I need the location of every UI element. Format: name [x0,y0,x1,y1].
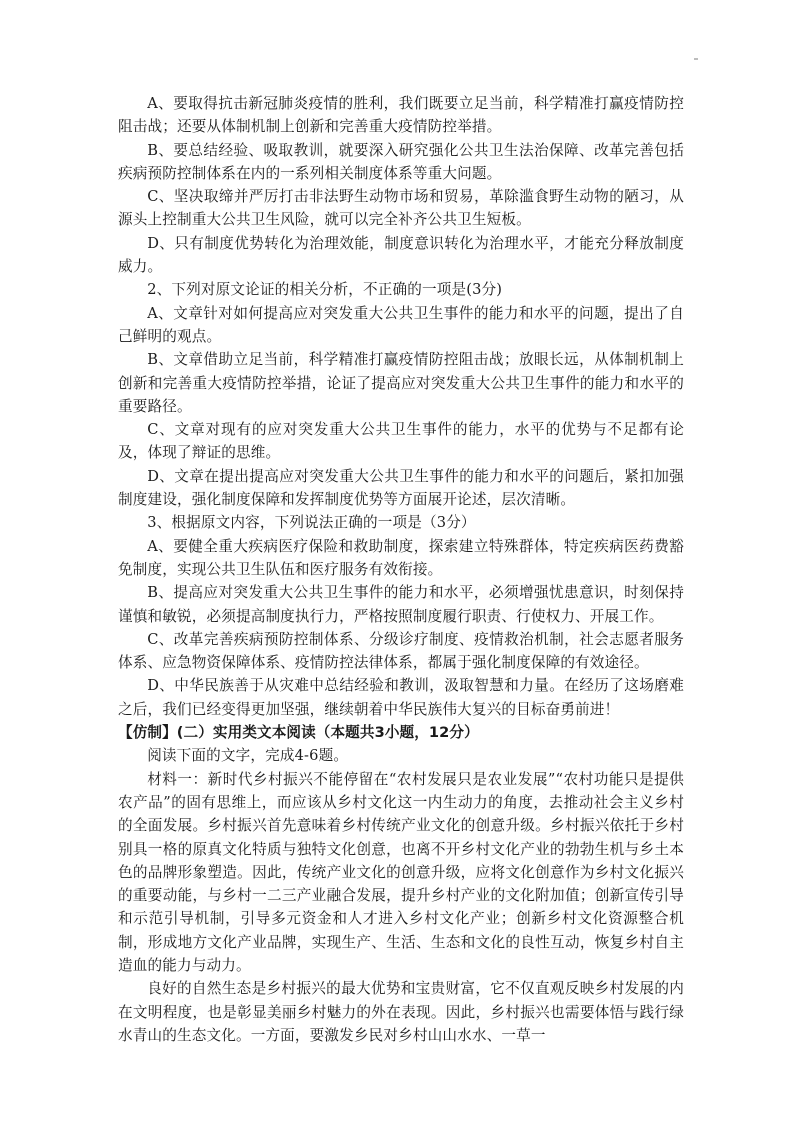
q3-option-a: A、要健全重大疾病医疗保险和救助制度，探索建立特殊群体，特定疾病医药费豁免制度，实现公共卫生队伍和医疗服务有效衔接。 [118,537,684,578]
q2-option-c: C、文章对现有的应对突发重大公共卫生事件的能力，水平的优势与不足都有论及，体现了辩证的思维。 [118,421,684,462]
material-paragraph: 材料一：新时代乡村振兴不能停留在“农村发展只是农业发展”“农村功能只是提供农产品”的固有思维上，而应该从乡村文化这一内生动力的角度，去推动社会主义乡村的全面发展。乡村振兴首先意味着乡村传统产业文化的创意升级。乡村振兴依托于乡村别具一格的原真文化特质与独特文化创意，也离不开乡村文化产业的勃勃生机与乡土本色的品牌形象塑造。因此，传统产业文化的创意升级，应将文化创意作为乡村文化振兴的重要动能，与乡村一二三产业融合发展，提升乡村产业的文化附加值；创新宣传引导和示范引导机制，引导多元资金和人才进入乡村文化产业；创新乡村文化资源整合机制，形成地方文化产业品牌，实现生产、生活、生态和文化的良性互动，恢复乡村自主造血的能力与动力。 [118,770,684,974]
q1-option-c: C、坚决取缔并严厉打击非法野生动物市场和贸易，革除滥食野生动物的陋习，从源头上控制重大公共卫生风险，就可以完全补齐公共卫生短板。 [118,188,684,229]
q3-option-c: C、改革完善疾病预防控制体系、分级诊疗制度、疫情救治机制，社会志愿者服务体系、应急物资保障体系、疫情防控法律体系，都属于强化制度保障的有效途径。 [118,630,684,672]
q1-option-b: B、要总结经验、吸取教训，就要深入研究强化公共卫生法治保障、改革完善包括疾病预防控制体系在内的一系列相关制度体系等重大问题。 [118,141,684,182]
q3-option-d: D、中华民族善于从灾难中总结经验和教训，汲取智慧和力量。在经历了这场磨难之后，我们已经变得更加坚强，继续朝着中华民族伟大复兴的目标奋勇前进！ [118,677,684,718]
section-title: 【仿制】(二）实用类文本阅读（本题共3小题，12分） [118,724,479,742]
q2-stem: 2、下列对原文论证的相关分析，不正确的一项是(3分) [147,281,503,299]
q1-option-d: D、只有制度优势转化为治理效能，制度意识转化为治理水平，才能充分释放制度威力。 [118,234,684,276]
q2-option-d: D、文章在提出提高应对突发重大公共卫生事件的能力和水平的问题后，紧扣加强制度建设，强化制度保障和发挥制度优势等方面展开论述，层次清晰。 [118,467,684,509]
q3-option-b: B、提高应对突发重大公共卫生事件的能力和水平，必须增强忧患意识，时刻保持谨慎和敏锐，必须提高制度执行力，严格按照制度履行职责、行使权力、开展工作。 [118,584,684,625]
q1-option-a: A、要取得抗击新冠肺炎疫情的胜利，我们既要立足当前，科学精准打赢疫情防控阻击战；还要从体制机制上创新和完善重大疫情防控举措。 [118,95,684,136]
q3-stem: 3、根据原文内容，下列说法正确的一项是（3分） [147,514,476,532]
corner-mark [694,58,698,60]
material-paragraph: 良好的自然生态是乡村振兴的最大优势和宝贵财富，它不仅直观反映乡村发展的内在文明程度，也是彰显美丽乡村魅力的外在表现。因此，乡村振兴也需要体悟与践行绿水青山的生态文化。一方面，要激发乡民对乡村山山水水、一草一 [118,980,684,1044]
q2-option-a: A、文章针对如何提高应对突发重大公共卫生事件的能力和水平的问题，提出了自己鲜明的观点。 [118,304,684,345]
section-instruction: 阅读下面的文字，完成4-6题。 [147,747,349,765]
q2-option-b: B、文章借助立足当前，科学精准打赢疫情防控阻击战；放眼长远，从体制机制上创新和完善重大疫情防控举措，论证了提高应对突发重大公共卫生事件的能力和水平的重要路径。 [118,351,684,415]
